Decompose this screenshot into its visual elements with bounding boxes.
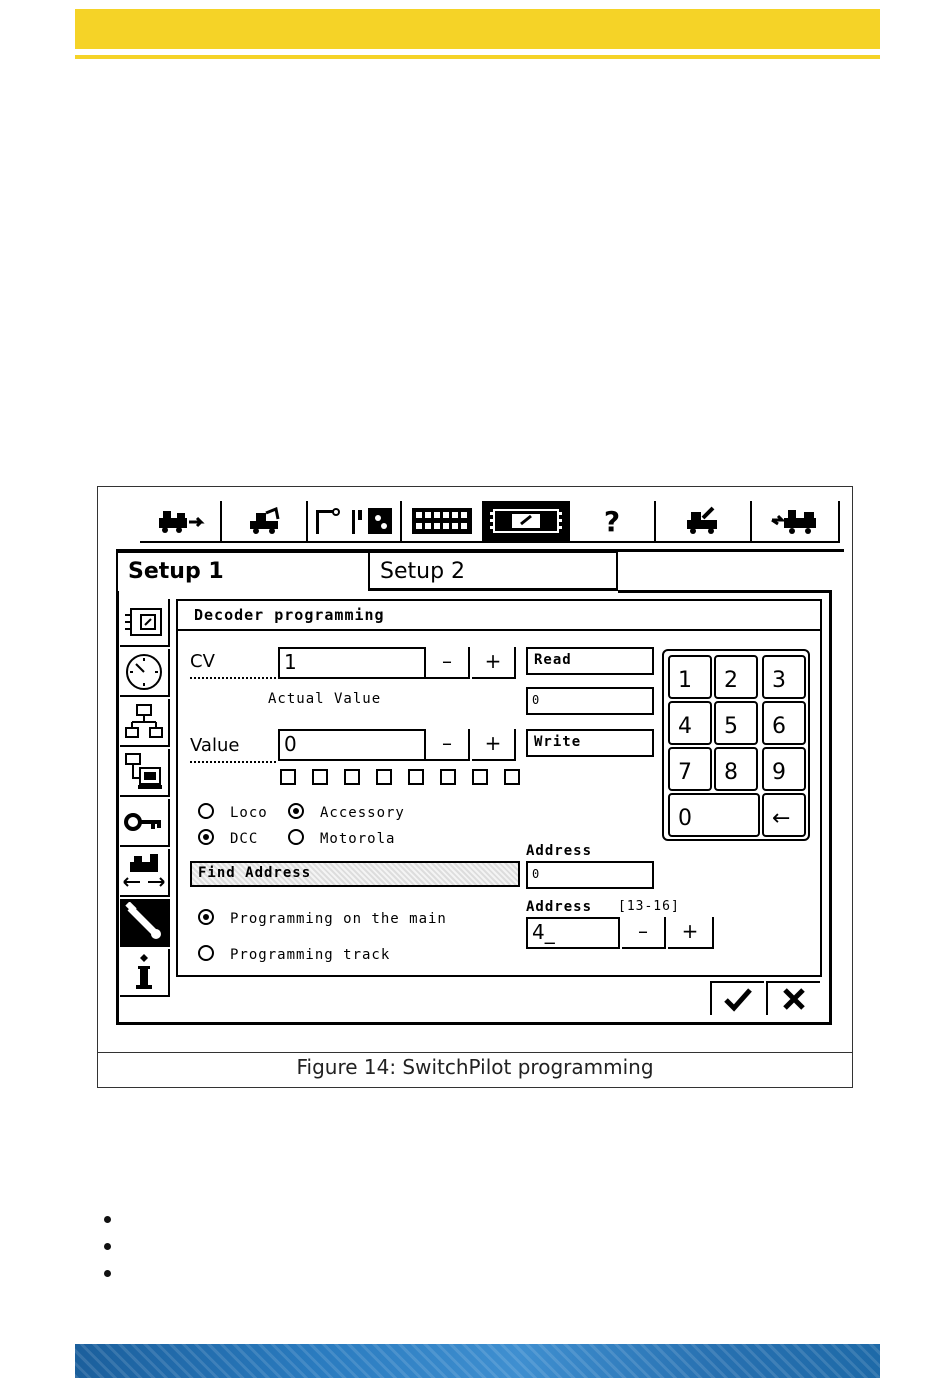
key-7[interactable]: 7 <box>668 747 712 791</box>
confirm-button[interactable] <box>710 981 764 1015</box>
write-button[interactable]: Write <box>526 729 654 757</box>
loco-radio[interactable] <box>198 803 214 819</box>
bit-checkbox-7[interactable] <box>280 769 296 785</box>
signal-icon[interactable] <box>308 501 402 543</box>
actual-value-label: Actual Value <box>268 691 382 707</box>
bit-checkbox-0[interactable] <box>504 769 520 785</box>
numeric-keypad <box>662 649 810 841</box>
address-label: Address <box>526 843 593 859</box>
tab-setup-2[interactable]: Setup 2 <box>368 551 618 591</box>
cv-input[interactable]: 1 <box>278 647 426 679</box>
value-plus-button[interactable]: + <box>472 729 516 761</box>
programming-screen <box>98 487 852 1051</box>
cv-plus-button[interactable]: + <box>472 647 516 679</box>
clock-icon[interactable] <box>120 649 170 697</box>
read-button[interactable]: Read <box>526 647 654 675</box>
bit-checkbox-5[interactable] <box>344 769 360 785</box>
bit-checkbox-6[interactable] <box>312 769 328 785</box>
cancel-button[interactable] <box>766 981 820 1015</box>
key-5[interactable]: 5 <box>714 701 758 745</box>
key-8[interactable]: 8 <box>714 747 758 791</box>
figure-frame <box>97 486 853 1088</box>
loco-crane-icon[interactable] <box>222 501 308 543</box>
dcc-radio[interactable] <box>198 829 214 845</box>
programming-on-main-label: Programming on the main <box>230 911 447 927</box>
bit-checkbox-2[interactable] <box>440 769 456 785</box>
bullet-dot <box>104 1243 111 1250</box>
computer-icon[interactable] <box>120 749 170 797</box>
address2-plus-button[interactable]: + <box>668 917 714 949</box>
cv-minus-button[interactable]: – <box>426 647 470 679</box>
caption-rule <box>98 1052 852 1053</box>
loco-programming-icon[interactable] <box>656 501 752 543</box>
close-icon <box>781 986 807 1012</box>
bullet-list <box>104 1216 111 1297</box>
keyboard-panel-icon[interactable] <box>402 501 484 543</box>
key-icon[interactable] <box>120 799 170 847</box>
programming-on-main-radio[interactable] <box>198 909 214 925</box>
key-2[interactable]: 2 <box>714 655 758 699</box>
tab-setup-1[interactable]: Setup 1 <box>116 551 368 591</box>
address2-minus-button[interactable]: – <box>622 917 666 949</box>
accessory-decoder-icon[interactable] <box>484 501 570 543</box>
footer-banner <box>75 1344 880 1378</box>
checkmark-icon <box>723 986 753 1012</box>
key-6[interactable]: 6 <box>762 701 806 745</box>
find-address-button[interactable]: Find Address <box>190 861 520 887</box>
key-3[interactable]: 3 <box>762 655 806 699</box>
header-stripe <box>75 9 880 49</box>
figure-caption: Figure 14: SwitchPilot programming <box>296 1055 654 1079</box>
key-9[interactable]: 9 <box>762 747 806 791</box>
loco-list-icon[interactable] <box>752 501 840 543</box>
motorola-radio[interactable] <box>288 829 304 845</box>
bullet-dot <box>104 1270 111 1277</box>
bullet-dot <box>104 1216 111 1223</box>
cv-label: CV <box>190 651 276 679</box>
address2-label: Address <box>526 899 593 915</box>
value-input[interactable]: 0 <box>278 729 426 761</box>
help-icon[interactable]: ? <box>570 501 656 543</box>
loco-radio-label: Loco <box>230 805 268 821</box>
programming-track-label: Programming track <box>230 947 391 963</box>
key-1[interactable]: 1 <box>668 655 712 699</box>
bit-checkbox-3[interactable] <box>408 769 424 785</box>
key-backspace[interactable]: ← <box>762 793 806 837</box>
info-icon[interactable] <box>120 949 170 997</box>
bit-checkbox-4[interactable] <box>376 769 392 785</box>
actual-value-field: 0 <box>526 687 654 715</box>
header-rule <box>75 55 880 59</box>
panel-title: Decoder programming <box>178 601 820 631</box>
address-field: 0 <box>526 861 654 889</box>
value-minus-button[interactable]: – <box>426 729 470 761</box>
address2-input[interactable]: 4_ <box>526 917 620 949</box>
accessory-radio-label: Accessory <box>320 805 405 821</box>
wrench-icon[interactable] <box>120 899 170 947</box>
key-0[interactable]: 0 <box>668 793 760 837</box>
dcc-radio-label: DCC <box>230 831 259 847</box>
top-toolbar <box>116 501 840 545</box>
address2-range: [13-16] <box>618 899 680 914</box>
bit-checkbox-1[interactable] <box>472 769 488 785</box>
loco-icon[interactable] <box>140 501 222 543</box>
decoder-icon[interactable] <box>120 599 170 647</box>
key-4[interactable]: 4 <box>668 701 712 745</box>
loco-transfer-icon[interactable] <box>120 849 170 897</box>
accessory-radio[interactable] <box>288 803 304 819</box>
value-label: Value <box>190 735 276 763</box>
network-icon[interactable] <box>120 699 170 747</box>
programming-track-radio[interactable] <box>198 945 214 961</box>
motorola-radio-label: Motorola <box>320 831 396 847</box>
